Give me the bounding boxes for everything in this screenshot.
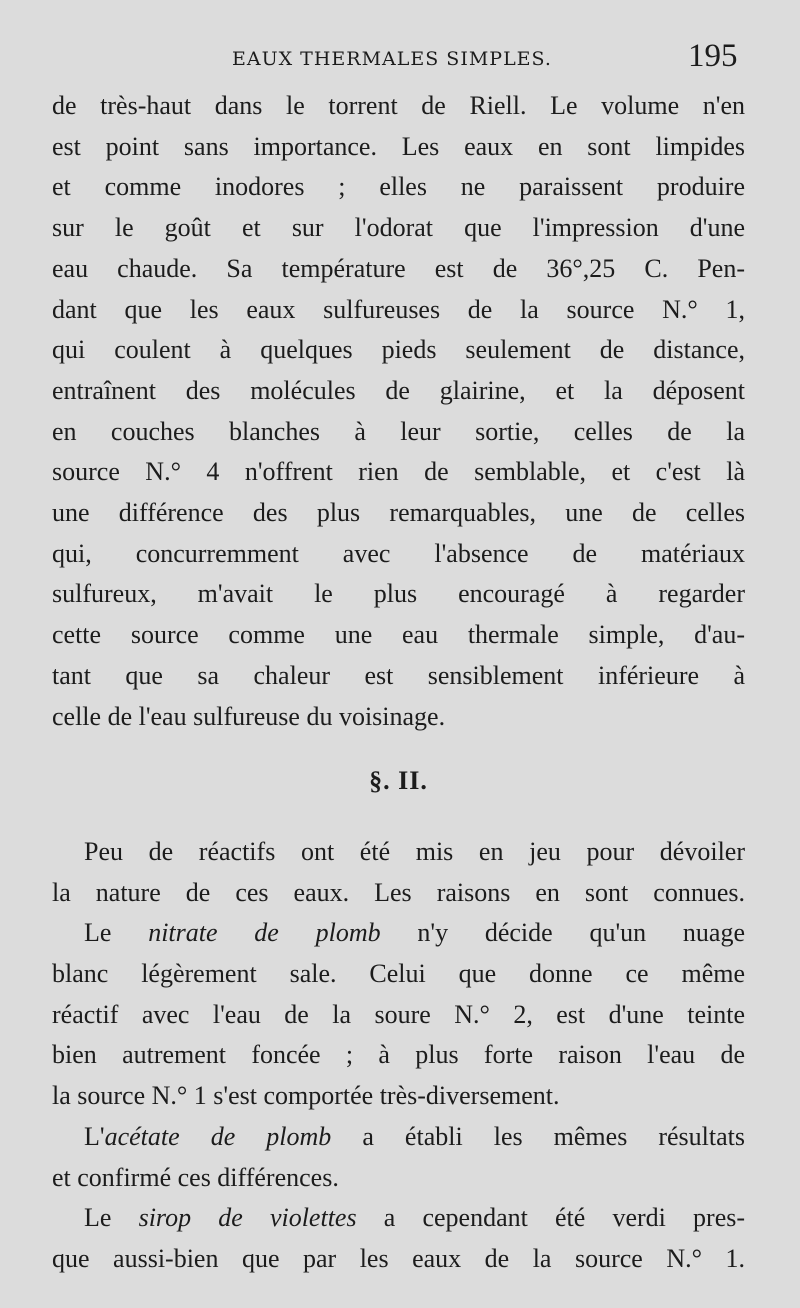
- text-line: réactif avec l'eau de la soure N.° 2, est d'une teinte: [52, 999, 745, 1029]
- text-line: tant que sa chaleur est sensiblement inférieure à: [52, 660, 745, 690]
- text-run: a établi les mêmes résultats: [331, 1121, 746, 1151]
- text-run: n'y décide qu'un nuage: [380, 918, 746, 948]
- text-line: sulfureux, m'avait le plus encouragé à regarder: [52, 579, 745, 609]
- italic-term: sirop de violettes: [138, 1203, 357, 1233]
- page-number: 195: [688, 38, 738, 74]
- text-line: une différence des plus remarquables, une de celles: [52, 498, 745, 528]
- text-line: qui coulent à quelques pieds seulement de distance,: [52, 335, 745, 365]
- text-line: [52, 1198, 745, 1239]
- text-line: la nature de ces eaux. Les raisons en sont connues.: [52, 877, 745, 907]
- text-line: est point sans importance. Les eaux en sont limpides: [52, 131, 745, 161]
- text-line: celle de l'eau sulfureuse du voisinage.: [52, 701, 446, 731]
- text-line: source N.° 4 n'offrent rien de semblable, et c'est là: [52, 457, 745, 487]
- text-line: en couches blanches à leur sortie, celles de la: [52, 416, 745, 446]
- paragraph-5: [52, 1198, 745, 1279]
- paragraph-4: [52, 1117, 745, 1198]
- italic-term: nitrate de plomb: [148, 918, 381, 948]
- text-run: Le: [84, 918, 149, 948]
- text-run: Le: [84, 1203, 139, 1233]
- text-line: et comme inodores ; elles ne paraissent produire: [52, 172, 745, 202]
- text-line: et confirmé ces différences.: [52, 1162, 339, 1192]
- section-heading: §. II.: [369, 766, 428, 796]
- text-line: de très-haut dans le torrent de Riell. Le volume n'en: [52, 91, 745, 120]
- text-line: blanc légèrement sale. Celui que donne ce même: [52, 959, 745, 989]
- text-line: que aussi-bien que par les eaux de la source N.° 1.: [52, 1243, 745, 1273]
- text-run: L': [84, 1121, 105, 1151]
- text-line: bien autrement foncée ; à plus forte raison l'eau de: [52, 1040, 745, 1070]
- page-body: [52, 86, 745, 1280]
- text-line: sur le goût et sur l'odorat que l'impression d'une: [52, 213, 745, 243]
- text-line: [52, 913, 745, 954]
- paragraph-2: [52, 832, 745, 913]
- text-run: a cependant été verdi pres-: [356, 1203, 746, 1233]
- text-line: eau chaude. Sa température est de 36°,25 C. Pen-: [52, 253, 745, 283]
- text-line: qui, concurremment avec l'absence de matériaux: [52, 538, 745, 568]
- paragraph-1: [52, 86, 745, 737]
- text-line: la source N.° 1 s'est comportée très-diversement.: [52, 1081, 560, 1111]
- text-line: cette source comme une eau thermale simple, d'au-: [52, 620, 745, 650]
- text-line: Peu de réactifs ont été mis en jeu pour dévoiler: [84, 836, 745, 866]
- running-head: EAUX THERMALES SIMPLES.: [232, 48, 552, 70]
- text-line: [52, 1117, 745, 1158]
- text-line: dant que les eaux sulfureuses de la source N.° 1,: [52, 294, 745, 324]
- text-line: entraînent des molécules de glairine, et la déposent: [52, 375, 745, 405]
- italic-term: acétate de plomb: [104, 1121, 332, 1151]
- paragraph-3: [52, 913, 745, 1117]
